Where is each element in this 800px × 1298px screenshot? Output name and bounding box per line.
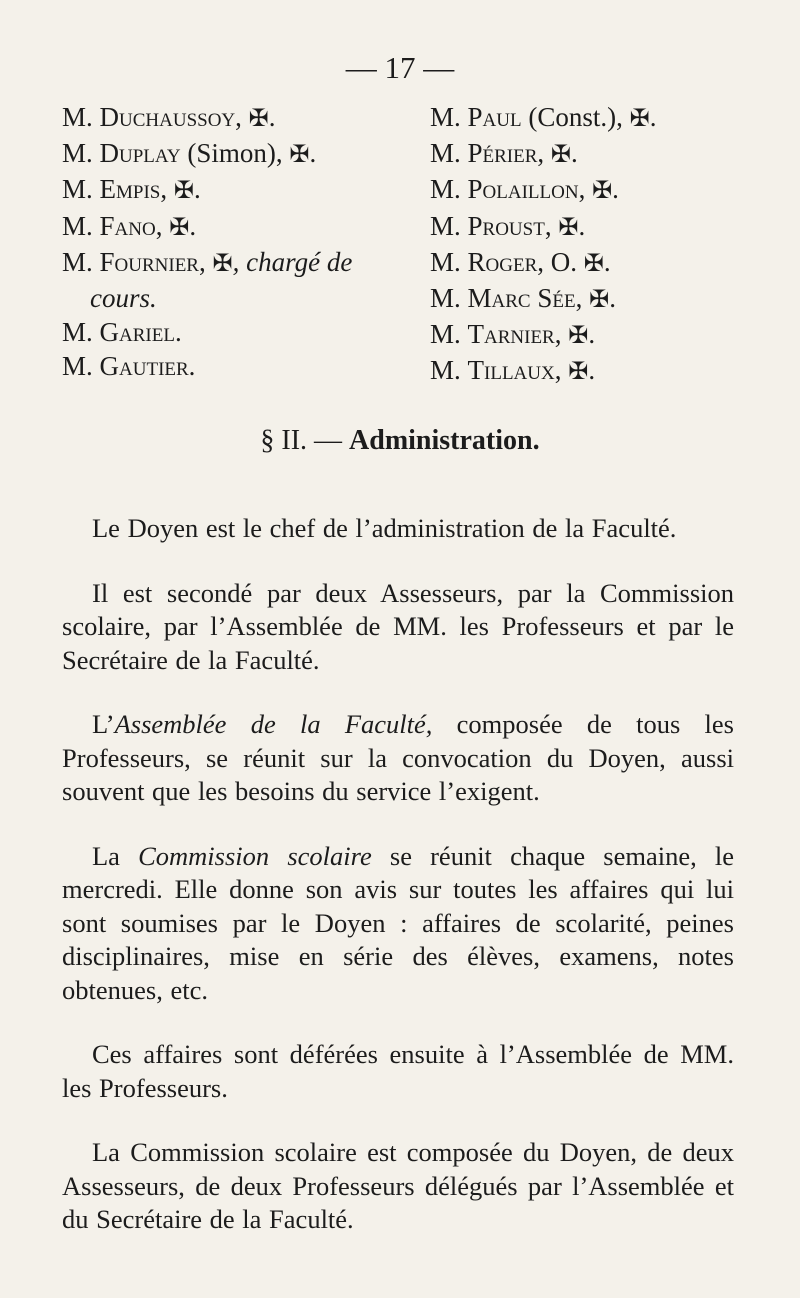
name-column-right	[430, 100, 760, 390]
legion-cross-icon: ✠	[589, 287, 610, 314]
emphasis: Assemblée de la Faculté,	[114, 709, 433, 739]
paragraph: Ces affaires sont déférées ensuite à l’Assemblée de MM. les Professeurs.	[62, 1039, 734, 1103]
section-heading	[0, 425, 800, 457]
legion-cross-icon: ✠	[169, 214, 190, 241]
paragraph: Le Doyen est le chef de l’administration de la Faculté.	[92, 513, 677, 543]
legion-cross-icon: ✠	[558, 214, 579, 241]
name-entry: M. Paul (Const.), ✠.	[430, 102, 657, 132]
person-name: Roger	[467, 246, 538, 277]
name-entry: M. Duplay (Simon), ✠.	[62, 138, 317, 169]
name-entry: M. Fournier, ✠, chargé de	[62, 246, 353, 277]
person-name: Paul	[467, 102, 522, 132]
person-name: Tarnier	[467, 319, 555, 350]
name-entry: M. Périer, ✠.	[430, 138, 578, 169]
legion-cross-icon: ✠	[248, 106, 269, 132]
legion-cross-icon: ✠	[568, 323, 589, 350]
name-column-left	[62, 100, 422, 384]
emphasis: Commission scolaire	[138, 840, 372, 871]
legion-cross-icon: ✠	[550, 142, 572, 169]
body-text	[62, 512, 734, 1268]
page-number: — 17 —	[345, 50, 455, 85]
name-entry-continuation: cours.	[90, 283, 157, 314]
section-title: Administration.	[349, 425, 540, 456]
person-name: Gariel	[99, 317, 175, 348]
legion-cross-icon: ✠	[212, 250, 233, 277]
section-number: § II. —	[260, 425, 343, 456]
paragraph: La Commission scolaire se réunit chaque semaine, le mercredi. Elle donne son avis sur toutes les affaires qui lui sont soumises par le Doyen : affaires de scolarité, peines disciplinaires, mise en série des élèves, examens, notes obtenues, etc.	[62, 840, 734, 1005]
legion-cross-icon: ✠	[583, 250, 604, 277]
name-entry: M. Roger, O. ✠.	[430, 246, 611, 277]
name-entry: M. Marc Sée, ✠.	[430, 283, 616, 314]
paragraph: L’Assemblée de la Faculté, composée de tous les Professeurs, se réunit sur la convocation du Doyen, aussi souvent que les besoins du service l’exigent.	[62, 709, 734, 806]
name-entry: M. Proust, ✠.	[430, 210, 586, 241]
name-entry: M. Tarnier, ✠.	[430, 319, 596, 350]
name-entry: M. Gautier.	[62, 351, 196, 382]
legion-cross-icon: ✠	[568, 359, 589, 386]
name-entry: M. Fano, ✠.	[62, 210, 197, 241]
person-name: Duchaussoy	[99, 102, 236, 132]
person-name: Fournier	[99, 246, 199, 277]
person-name: Gautier	[99, 351, 189, 382]
name-entry: M. Gariel.	[62, 317, 182, 348]
person-name: Périer	[467, 138, 538, 169]
person-name: Empis	[99, 174, 161, 205]
legion-cross-icon: ✠	[592, 178, 613, 205]
name-entry: M. Empis, ✠.	[62, 174, 201, 205]
person-name: Polaillon	[467, 174, 579, 205]
paragraph: Il est secondé par deux Assesseurs, par la Commission scolaire, par l’Assemblée de MM. les Professeurs et par le Secrétaire de la Faculté.	[62, 577, 734, 675]
legion-cross-icon: ✠	[173, 178, 194, 205]
paragraph: La Commission scolaire est composée du Doyen, de deux Assesseurs, de deux Professeurs délégués par l’Assemblée et du Secrétaire de la Faculté.	[62, 1137, 734, 1234]
name-entry: M. Tillaux, ✠.	[430, 355, 596, 386]
person-name: Fano	[99, 210, 156, 241]
name-entry: M. Polaillon, ✠.	[430, 174, 619, 205]
person-name: Tillaux	[467, 355, 555, 386]
legion-cross-icon: ✠	[289, 142, 310, 169]
name-entry: M. Duchaussoy, ✠.	[62, 102, 276, 132]
person-name: Proust	[467, 210, 545, 241]
person-name: Duplay	[99, 138, 181, 169]
legion-cross-icon: ✠	[629, 106, 650, 132]
person-name: Marc Sée	[467, 283, 576, 314]
